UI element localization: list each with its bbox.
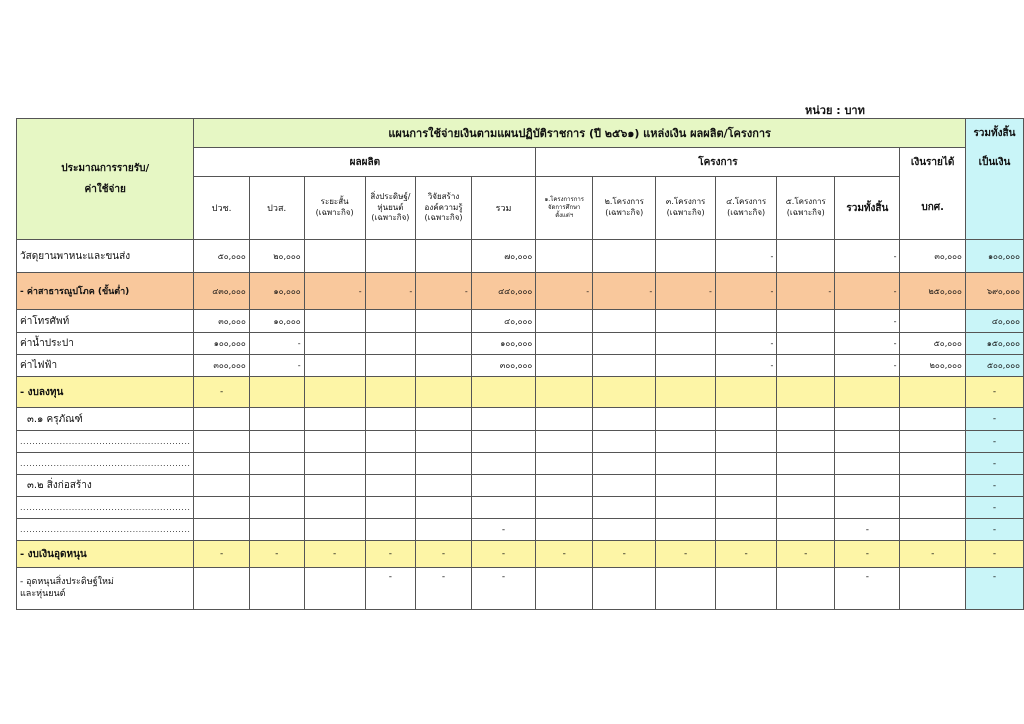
col-research-line2: องค์ความรู้	[424, 202, 463, 212]
cell	[416, 310, 472, 333]
cell: -	[249, 541, 304, 568]
cell	[656, 333, 716, 355]
cell: ๕๐๐,๐๐๐	[965, 355, 1023, 377]
income-header-bottom: บกศ.	[900, 177, 965, 240]
cell	[416, 333, 472, 355]
budget-table	[16, 118, 1024, 610]
cell: -	[965, 541, 1023, 568]
cell	[365, 519, 416, 541]
col-project-1-line3: ตั้งแต่ฯ	[555, 211, 574, 219]
cell	[194, 408, 249, 431]
cell: -	[656, 273, 716, 310]
cell	[593, 355, 656, 377]
cell	[365, 408, 416, 431]
cell: ๓๐๐,๐๐๐	[194, 355, 249, 377]
col-project-1-line1: ๑.โครงการการ	[544, 196, 584, 204]
cell: -	[416, 541, 472, 568]
col-short-course-line2: (เฉพาะกิจ)	[315, 208, 354, 217]
row-label-header-line2: ค่าใช้จ่าย	[84, 184, 126, 195]
cell: -	[593, 273, 656, 310]
cell	[536, 240, 593, 273]
table-row	[17, 355, 1024, 377]
col-invention-line3: (เฉพาะกิจ)	[371, 213, 410, 223]
cell	[304, 310, 365, 333]
cell: -	[715, 541, 776, 568]
cell: -	[194, 377, 249, 408]
cell	[536, 497, 593, 519]
cell	[471, 497, 536, 519]
table-row	[17, 453, 1024, 475]
cell	[416, 497, 472, 519]
row-label: ........................................................	[17, 497, 194, 519]
col-output-total: รวม	[471, 177, 536, 240]
col-research	[416, 177, 472, 240]
cell	[715, 408, 776, 431]
cell: -	[835, 333, 900, 355]
cell	[365, 497, 416, 519]
cell	[835, 431, 900, 453]
cell	[900, 431, 965, 453]
cell: ๑๐,๐๐๐	[249, 310, 304, 333]
cell: ๑๕๐,๐๐๐	[965, 333, 1023, 355]
main-title: แผนการใช้จ่ายเงินตามแผนปฏิบัติราชการ (ปี ๒๕๖๑) แหล่งเงิน ผลผลิต/โครงการ	[194, 119, 965, 148]
table-row	[17, 273, 1024, 310]
col-project-3	[656, 177, 716, 240]
cell	[304, 453, 365, 475]
cell	[593, 377, 656, 408]
cell: ๔๔๐,๐๐๐	[471, 273, 536, 310]
cell: ๒๕๐,๐๐๐	[900, 273, 965, 310]
cell: ๓๐,๐๐๐	[194, 310, 249, 333]
cell	[715, 377, 776, 408]
cell	[249, 453, 304, 475]
cell	[416, 453, 472, 475]
cell	[593, 519, 656, 541]
col-project-total: รวมทั้งสิ้น	[835, 177, 900, 240]
row-label: วัสดุยานพาหนะและขนส่ง	[17, 240, 194, 273]
cell	[835, 408, 900, 431]
cell	[900, 568, 965, 610]
cell: -	[835, 519, 900, 541]
cell	[777, 310, 835, 333]
table-row	[17, 240, 1024, 273]
table-row	[17, 408, 1024, 431]
row-label: ค่าโทรศัพท์	[17, 310, 194, 333]
col-project-2	[593, 177, 656, 240]
cell: -	[471, 519, 536, 541]
row-label: - ค่าสาธารณูปโภค (ขั้นต่ำ)	[17, 273, 194, 310]
cell	[416, 431, 472, 453]
unit-label: หน่วย : บาท	[805, 104, 865, 117]
cell	[593, 310, 656, 333]
cell: -	[304, 273, 365, 310]
cell	[365, 431, 416, 453]
cell	[777, 475, 835, 497]
cell: ๓๐๐,๐๐๐	[471, 355, 536, 377]
cell: -	[715, 240, 776, 273]
cell	[715, 310, 776, 333]
cell	[835, 497, 900, 519]
row-label-line2: และหุ่นยนต์	[20, 588, 66, 599]
cell: -	[249, 333, 304, 355]
cell: -	[965, 408, 1023, 431]
cell	[471, 431, 536, 453]
cell	[536, 475, 593, 497]
cell: -	[835, 355, 900, 377]
cell	[715, 497, 776, 519]
table-row	[17, 431, 1024, 453]
cell: -	[835, 541, 900, 568]
cell: -	[656, 541, 716, 568]
cell	[365, 453, 416, 475]
cell: -	[471, 541, 536, 568]
income-header-top: เงินรายได้	[900, 148, 965, 177]
col-invention	[365, 177, 416, 240]
col-project-4	[715, 177, 776, 240]
cell	[365, 355, 416, 377]
cell: -	[835, 568, 900, 610]
cell	[777, 408, 835, 431]
cell	[593, 240, 656, 273]
cell: -	[365, 273, 416, 310]
col-pvc: ปวช.	[194, 177, 249, 240]
col-pvs: ปวส.	[249, 177, 304, 240]
table-row	[17, 475, 1024, 497]
cell: ๑๐,๐๐๐	[249, 273, 304, 310]
cell	[656, 453, 716, 475]
cell	[536, 408, 593, 431]
cell	[900, 408, 965, 431]
row-label: ๓.๒ สิ่งก่อสร้าง	[17, 475, 194, 497]
cell: -	[715, 333, 776, 355]
cell: ๒๐๐,๐๐๐	[900, 355, 965, 377]
cell	[656, 408, 716, 431]
col-research-line1: วิจัยสร้าง	[427, 191, 460, 201]
cell: ๑๐๐,๐๐๐	[471, 333, 536, 355]
cell	[416, 240, 472, 273]
cell	[900, 497, 965, 519]
cell	[194, 475, 249, 497]
row-label: ค่าน้ำประปา	[17, 333, 194, 355]
cell: -	[965, 431, 1023, 453]
cell	[416, 408, 472, 431]
cell: ๕๐,๐๐๐	[900, 333, 965, 355]
cell	[593, 333, 656, 355]
cell	[900, 310, 965, 333]
col-project-1	[536, 177, 593, 240]
grand-total-header-spacer	[965, 177, 1023, 240]
cell	[471, 475, 536, 497]
col-research-line3: (เฉพาะกิจ)	[424, 213, 463, 223]
col-short-course	[304, 177, 365, 240]
project-group-header: โครงการ	[536, 148, 900, 177]
cell: -	[536, 273, 593, 310]
cell	[777, 453, 835, 475]
cell: -	[471, 568, 536, 610]
row-label	[17, 568, 194, 610]
cell	[536, 568, 593, 610]
cell	[900, 453, 965, 475]
row-label: ค่าไฟฟ้า	[17, 355, 194, 377]
cell: -	[249, 355, 304, 377]
cell: -	[536, 541, 593, 568]
cell	[365, 333, 416, 355]
cell	[656, 377, 716, 408]
col-project-1-line2: จัดการศึกษา	[548, 204, 581, 212]
cell	[416, 519, 472, 541]
cell: ๑๐๐,๐๐๐	[194, 333, 249, 355]
table-row	[17, 519, 1024, 541]
cell	[593, 431, 656, 453]
cell: -	[777, 273, 835, 310]
cell	[835, 475, 900, 497]
table-row	[17, 497, 1024, 519]
cell	[900, 475, 965, 497]
output-group-header: ผลผลิต	[194, 148, 536, 177]
cell	[194, 568, 249, 610]
cell	[304, 377, 365, 408]
col-project-2-line2: (เฉพาะกิจ)	[605, 208, 644, 217]
col-project-3-line1: ๓.โครงการ	[665, 197, 706, 207]
cell	[536, 431, 593, 453]
cell	[715, 431, 776, 453]
cell	[416, 475, 472, 497]
col-project-3-line2: (เฉพาะกิจ)	[666, 208, 705, 217]
cell	[249, 377, 304, 408]
cell: ๗๐,๐๐๐	[471, 240, 536, 273]
cell	[365, 310, 416, 333]
row-label: ........................................................	[17, 453, 194, 475]
cell	[249, 408, 304, 431]
col-project-4-line1: ๔.โครงการ	[726, 197, 767, 207]
cell	[900, 519, 965, 541]
col-invention-line2: หุ่นยนต์	[377, 202, 404, 212]
cell: -	[965, 519, 1023, 541]
cell	[536, 377, 593, 408]
cell	[249, 497, 304, 519]
row-label: ........................................................	[17, 519, 194, 541]
cell	[835, 453, 900, 475]
cell: -	[835, 273, 900, 310]
cell: -	[715, 273, 776, 310]
cell	[715, 475, 776, 497]
cell	[249, 431, 304, 453]
cell: -	[304, 541, 365, 568]
cell	[777, 240, 835, 273]
cell: ๖๙๐,๐๐๐	[965, 273, 1023, 310]
cell	[777, 568, 835, 610]
cell: ๒๐,๐๐๐	[249, 240, 304, 273]
cell: -	[965, 475, 1023, 497]
cell: -	[416, 273, 472, 310]
cell: ๓๐,๐๐๐	[900, 240, 965, 273]
cell	[304, 497, 365, 519]
cell	[835, 377, 900, 408]
cell	[304, 408, 365, 431]
cell	[304, 519, 365, 541]
cell	[593, 497, 656, 519]
table-row	[17, 333, 1024, 355]
cell: -	[835, 310, 900, 333]
row-label-header-line1: ประมาณการรายรับ/	[61, 163, 150, 174]
cell: -	[715, 355, 776, 377]
cell	[656, 475, 716, 497]
cell	[249, 568, 304, 610]
cell	[777, 333, 835, 355]
row-label: ๓.๑ ครุภัณฑ์	[17, 408, 194, 431]
cell: ๕๐,๐๐๐	[194, 240, 249, 273]
cell	[536, 453, 593, 475]
cell	[304, 431, 365, 453]
cell: ๑๐๐,๐๐๐	[965, 240, 1023, 273]
cell: -	[593, 541, 656, 568]
cell: -	[416, 568, 472, 610]
cell	[471, 408, 536, 431]
cell	[656, 519, 716, 541]
cell: ๔๐,๐๐๐	[471, 310, 536, 333]
row-label: - งบเงินอุดหนุน	[17, 541, 194, 568]
cell: -	[365, 541, 416, 568]
cell	[900, 377, 965, 408]
cell: -	[365, 568, 416, 610]
cell	[304, 355, 365, 377]
cell: -	[777, 541, 835, 568]
cell	[656, 431, 716, 453]
cell	[777, 431, 835, 453]
col-project-5	[777, 177, 835, 240]
grand-total-header-bottom: เป็นเงิน	[965, 148, 1023, 177]
cell	[715, 568, 776, 610]
cell: -	[835, 240, 900, 273]
cell	[194, 497, 249, 519]
grand-total-header-top: รวมทั้งสิ้น	[965, 119, 1023, 148]
col-project-5-line2: (เฉพาะกิจ)	[786, 208, 825, 217]
cell: -	[965, 497, 1023, 519]
cell	[194, 453, 249, 475]
table-row	[17, 377, 1024, 408]
row-label: ........................................................	[17, 431, 194, 453]
cell	[777, 497, 835, 519]
table-row	[17, 568, 1024, 610]
cell	[536, 519, 593, 541]
cell	[304, 475, 365, 497]
cell: ๔๐,๐๐๐	[965, 310, 1023, 333]
cell	[536, 355, 593, 377]
col-short-course-line1: ระยะสั้น	[320, 197, 349, 207]
cell	[656, 240, 716, 273]
cell	[194, 519, 249, 541]
row-label: - งบลงทุน	[17, 377, 194, 408]
cell	[593, 568, 656, 610]
cell	[715, 519, 776, 541]
cell	[777, 355, 835, 377]
row-label-header	[17, 119, 194, 240]
cell	[416, 377, 472, 408]
cell	[777, 377, 835, 408]
cell	[536, 310, 593, 333]
cell: -	[965, 377, 1023, 408]
cell	[656, 568, 716, 610]
col-project-5-line1: ๕.โครงการ	[785, 197, 826, 207]
cell	[365, 240, 416, 273]
cell	[365, 475, 416, 497]
cell: -	[194, 541, 249, 568]
cell	[304, 568, 365, 610]
cell	[249, 519, 304, 541]
cell	[593, 453, 656, 475]
cell	[416, 355, 472, 377]
cell	[593, 408, 656, 431]
cell	[715, 453, 776, 475]
cell	[593, 475, 656, 497]
cell: -	[965, 568, 1023, 610]
cell	[304, 333, 365, 355]
cell	[777, 519, 835, 541]
cell: ๔๓๐,๐๐๐	[194, 273, 249, 310]
cell	[656, 310, 716, 333]
table-row	[17, 541, 1024, 568]
cell: -	[900, 541, 965, 568]
cell	[536, 333, 593, 355]
table-row	[17, 310, 1024, 333]
cell	[471, 453, 536, 475]
cell	[249, 475, 304, 497]
cell	[304, 240, 365, 273]
cell	[194, 431, 249, 453]
col-project-2-line1: ๒.โครงการ	[604, 197, 644, 207]
col-project-4-line2: (เฉพาะกิจ)	[727, 208, 766, 217]
cell	[656, 355, 716, 377]
cell	[365, 377, 416, 408]
row-label-line1: - อุดหนุนสิ่งประดิษฐ์ใหม่	[20, 576, 114, 587]
cell	[471, 377, 536, 408]
cell	[656, 497, 716, 519]
col-invention-line1: สิ่งประดิษฐ์/	[370, 191, 411, 201]
cell: -	[965, 453, 1023, 475]
